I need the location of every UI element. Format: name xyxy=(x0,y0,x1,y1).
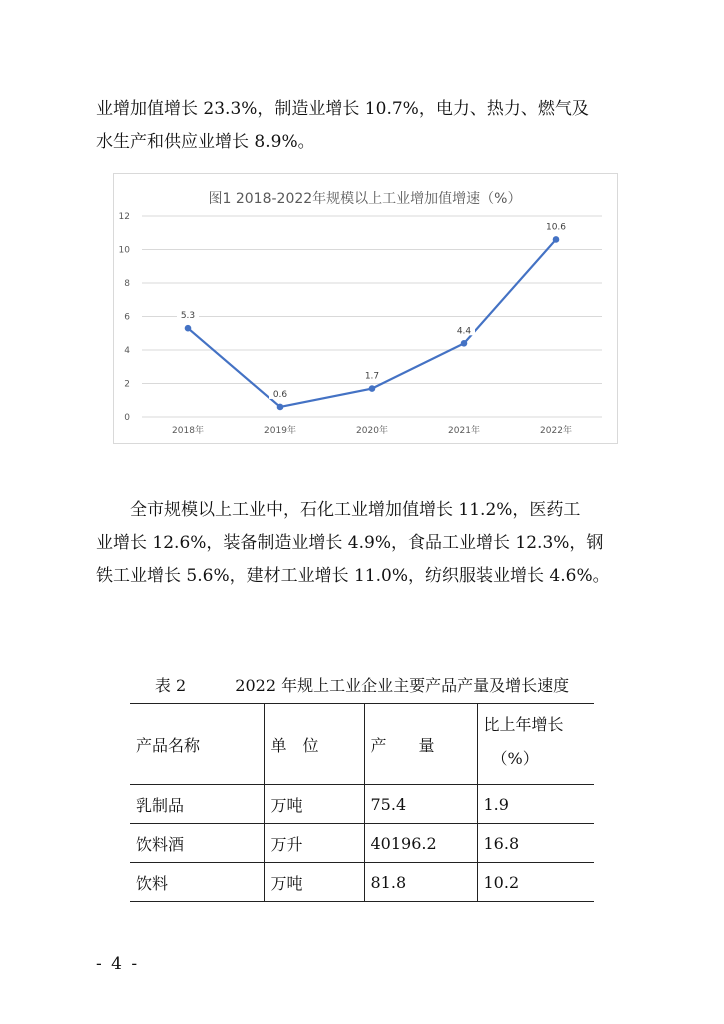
page-number: - 4 - xyxy=(96,954,140,974)
y-tick-label: 8 xyxy=(124,279,130,289)
table-row xyxy=(130,863,594,902)
paragraph-line: 全市规模以上工业中，石化工业增加值增长 11.2%，医药工 xyxy=(130,500,581,520)
paragraph-line: 铁工业增长 5.6%，建材工业增长 11.0%，纺织服装业增长 4.6%。 xyxy=(96,566,610,586)
data-label: 1.7 xyxy=(364,371,380,382)
series-line xyxy=(188,239,556,407)
line-chart xyxy=(113,173,618,444)
cell-unit: 万吨 xyxy=(264,863,364,902)
cell-output: 75.4 xyxy=(364,785,477,824)
y-tick-label: 10 xyxy=(118,245,130,256)
cell-growth: 16.8 xyxy=(477,824,594,863)
data-point xyxy=(461,340,468,347)
header-product-name: 产品名称 xyxy=(130,704,264,785)
chart-title: 图1 2018-2022年规模以上工业增加值增速（%） xyxy=(208,191,522,207)
cell-unit: 万升 xyxy=(264,824,364,863)
cell-product-name: 饮料 xyxy=(130,863,264,902)
y-tick-label: 0 xyxy=(124,413,130,423)
y-tick-label: 4 xyxy=(124,346,130,356)
header-unit: 单 位 xyxy=(264,704,364,785)
header-growth-line1: 比上年增长 xyxy=(483,715,564,734)
header-output: 产 量 xyxy=(364,704,477,785)
data-label: 5.3 xyxy=(180,311,196,322)
cell-product-name: 饮料酒 xyxy=(130,824,264,863)
y-tick-label: 2 xyxy=(124,379,130,390)
header-growth-line2: （%） xyxy=(491,749,539,768)
cell-growth: 1.9 xyxy=(477,785,594,824)
paragraph-line: 业增加值增长 23.3%，制造业增长 10.7%，电力、热力、燃气及 xyxy=(96,99,589,119)
table-row xyxy=(130,824,594,863)
data-label: 4.4 xyxy=(456,326,472,337)
product-output-table xyxy=(130,703,594,902)
header-growth xyxy=(477,704,594,785)
paragraph-sector-growth xyxy=(96,494,642,593)
x-tick-label: 2018年 xyxy=(172,426,204,436)
table-caption xyxy=(130,673,594,696)
data-point xyxy=(277,404,284,411)
paragraph-line: 水生产和供应业增长 8.9%。 xyxy=(96,132,315,152)
x-tick-label: 2019年 xyxy=(264,426,296,436)
data-label: 10.6 xyxy=(545,222,567,233)
cell-growth: 10.2 xyxy=(477,863,594,902)
x-tick-label: 2021年 xyxy=(448,426,480,436)
paragraph-industry-growth xyxy=(96,93,642,159)
cell-output: 81.8 xyxy=(364,863,477,902)
cell-product-name: 乳制品 xyxy=(130,785,264,824)
table-header-row xyxy=(130,704,594,785)
data-point xyxy=(369,385,376,392)
cell-unit: 万吨 xyxy=(264,785,364,824)
data-point xyxy=(185,325,192,332)
paragraph-line: 业增长 12.6%，装备制造业增长 4.9%，食品工业增长 12.3%，钢 xyxy=(96,533,604,553)
table-title: 2022 年规上工业企业主要产品产量及增长速度 xyxy=(235,676,570,695)
data-label: 0.6 xyxy=(272,389,288,400)
x-tick-label: 2020年 xyxy=(356,426,388,436)
y-tick-label: 12 xyxy=(118,212,130,222)
table-number: 表 2 xyxy=(154,676,187,695)
y-tick-label: 6 xyxy=(124,312,130,323)
cell-output: 40196.2 xyxy=(364,824,477,863)
table-row xyxy=(130,785,594,824)
line-chart-svg xyxy=(114,174,617,443)
x-tick-label: 2022年 xyxy=(540,426,572,436)
data-point xyxy=(553,236,560,243)
